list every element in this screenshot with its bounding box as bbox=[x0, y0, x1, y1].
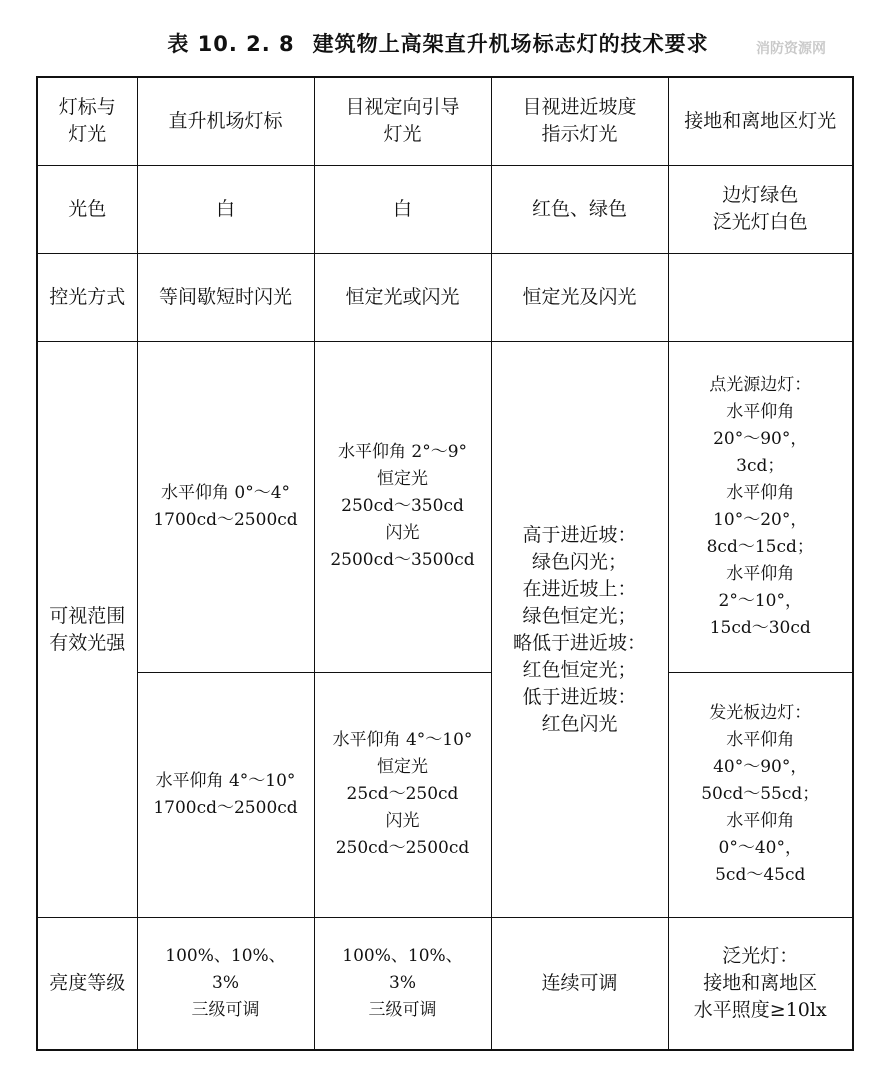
row-label-color: 光色 bbox=[37, 165, 137, 253]
cell-line: 三级可调 bbox=[368, 1000, 437, 1021]
cell-line: 略低于进近坡： bbox=[512, 631, 646, 654]
cell-line: 低于进近坡： bbox=[522, 685, 637, 708]
cell-line: 灯标与 bbox=[58, 96, 116, 119]
cell-line: 发光板边灯： bbox=[709, 703, 812, 724]
cell-line: 1700cd～2500cd bbox=[153, 797, 298, 818]
table-row-brightness bbox=[37, 918, 853, 1050]
cell-line: 40°～90°， bbox=[713, 757, 808, 778]
row-label-range bbox=[37, 342, 137, 918]
cell-line: 1700cd～2500cd bbox=[153, 509, 298, 530]
cell-line: 绿色恒定光； bbox=[522, 604, 637, 627]
cell-line: 高于进近坡： bbox=[522, 523, 637, 546]
cell-line: 水平仰角 bbox=[726, 401, 795, 422]
cell-line: 2500cd～3500cd bbox=[330, 550, 475, 571]
table-number: 表 10. 2. 8 bbox=[167, 32, 295, 56]
cell-line: 恒定光 bbox=[377, 469, 428, 490]
cell-range-beacon-b bbox=[137, 672, 314, 918]
cell-line: 25cd～250cd bbox=[346, 784, 459, 805]
cell-line: 水平照度≥10lx bbox=[693, 999, 827, 1022]
header-approach-slope bbox=[491, 77, 668, 165]
cell-brightness-beacon bbox=[137, 918, 314, 1050]
cell-control-touchdown bbox=[668, 253, 853, 341]
cell-line: 红色闪光 bbox=[541, 712, 618, 735]
cell-line: 水平仰角 bbox=[726, 563, 795, 584]
cell-line: 目视定向引导 bbox=[345, 96, 460, 119]
cell-line: 闪光 bbox=[385, 811, 420, 832]
cell-line: 15cd～30cd bbox=[709, 617, 811, 638]
cell-color-slope: 红色、绿色 bbox=[491, 165, 668, 253]
cell-control-guidance: 恒定光或闪光 bbox=[314, 253, 491, 341]
cell-line: 点光源边灯： bbox=[709, 374, 812, 395]
cell-line: 水平仰角 4°～10° bbox=[155, 770, 296, 791]
cell-line: 20°～90°， bbox=[713, 428, 808, 449]
cell-range-guidance-b bbox=[314, 672, 491, 918]
table-row-control bbox=[37, 253, 853, 341]
cell-line: 50cd～55cd； bbox=[701, 784, 820, 805]
cell-line: 有效光强 bbox=[49, 631, 126, 654]
cell-line: 红色恒定光； bbox=[522, 658, 637, 681]
cell-line: 可视范围 bbox=[49, 604, 126, 627]
cell-brightness-touchdown bbox=[668, 918, 853, 1050]
row-label-control: 控光方式 bbox=[37, 253, 137, 341]
cell-line: 接地和离地区灯光 bbox=[684, 109, 837, 132]
cell-line: 3cd； bbox=[736, 455, 785, 476]
cell-line: 泛光灯： bbox=[722, 945, 799, 968]
cell-line: 指示灯光 bbox=[541, 123, 618, 146]
cell-line: 边灯绿色 bbox=[722, 184, 799, 207]
cell-range-guidance-a bbox=[314, 342, 491, 673]
cell-line: 水平仰角 bbox=[726, 730, 795, 751]
cell-range-touchdown-a bbox=[668, 342, 853, 673]
cell-line: 3% bbox=[212, 973, 239, 994]
table-title bbox=[0, 28, 876, 58]
watermark: 消防资源网 bbox=[756, 41, 826, 57]
cell-line: 0°～40°， bbox=[718, 838, 802, 859]
cell-line: 泛光灯白色 bbox=[712, 211, 808, 234]
cell-line: 在进近坡上： bbox=[522, 577, 637, 600]
cell-color-guidance: 白 bbox=[314, 165, 491, 253]
table-row-color bbox=[37, 165, 853, 253]
cell-range-touchdown-b bbox=[668, 672, 853, 918]
header-heliport-beacon bbox=[137, 77, 314, 165]
cell-line: 8cd～15cd； bbox=[706, 536, 814, 557]
cell-line: 恒定光 bbox=[377, 757, 428, 778]
cell-line: 10°～20°， bbox=[713, 509, 808, 530]
header-touchdown-lights bbox=[668, 77, 853, 165]
cell-line: 直升机场灯标 bbox=[168, 109, 283, 132]
cell-line: 水平仰角 0°～4° bbox=[160, 482, 291, 503]
header-light-type bbox=[37, 77, 137, 165]
cell-line: 闪光 bbox=[385, 523, 420, 544]
table-header-row bbox=[37, 77, 853, 165]
cell-line: 绿色闪光； bbox=[531, 550, 627, 573]
cell-line: 水平仰角 4°～10° bbox=[332, 730, 473, 751]
cell-control-slope: 恒定光及闪光 bbox=[491, 253, 668, 341]
cell-line: 水平仰角 bbox=[726, 482, 795, 503]
cell-color-beacon: 白 bbox=[137, 165, 314, 253]
cell-line: 100%、10%、 bbox=[165, 946, 286, 967]
cell-line: 目视进近坡度 bbox=[522, 96, 637, 119]
table-row-range-a bbox=[37, 342, 853, 673]
cell-line: 灯光 bbox=[68, 123, 107, 146]
cell-range-slope bbox=[491, 342, 668, 918]
cell-line: 接地和离地区 bbox=[703, 972, 818, 995]
requirements-table bbox=[36, 76, 854, 1051]
table-row-range-b bbox=[37, 672, 853, 918]
cell-line: 水平仰角 bbox=[726, 811, 795, 832]
cell-control-beacon: 等间歇短时闪光 bbox=[137, 253, 314, 341]
cell-line: 250cd～2500cd bbox=[335, 838, 470, 859]
cell-line: 水平仰角 2°～9° bbox=[337, 442, 468, 463]
cell-range-beacon-a bbox=[137, 342, 314, 673]
header-visual-guidance bbox=[314, 77, 491, 165]
table-caption: 建筑物上高架直升机场标志灯的技术要求 bbox=[312, 32, 709, 56]
cell-brightness-slope: 连续可调 bbox=[491, 918, 668, 1050]
cell-line: 2°～10°， bbox=[718, 590, 802, 611]
cell-line: 250cd～350cd bbox=[341, 496, 464, 517]
cell-line: 3% bbox=[389, 973, 416, 994]
cell-line: 三级可调 bbox=[191, 1000, 260, 1021]
cell-color-touchdown bbox=[668, 165, 853, 253]
cell-line: 灯光 bbox=[383, 123, 422, 146]
cell-line: 5cd～45cd bbox=[715, 865, 806, 886]
row-label-brightness: 亮度等级 bbox=[37, 918, 137, 1050]
cell-brightness-guidance bbox=[314, 918, 491, 1050]
cell-line: 100%、10%、 bbox=[342, 946, 463, 967]
